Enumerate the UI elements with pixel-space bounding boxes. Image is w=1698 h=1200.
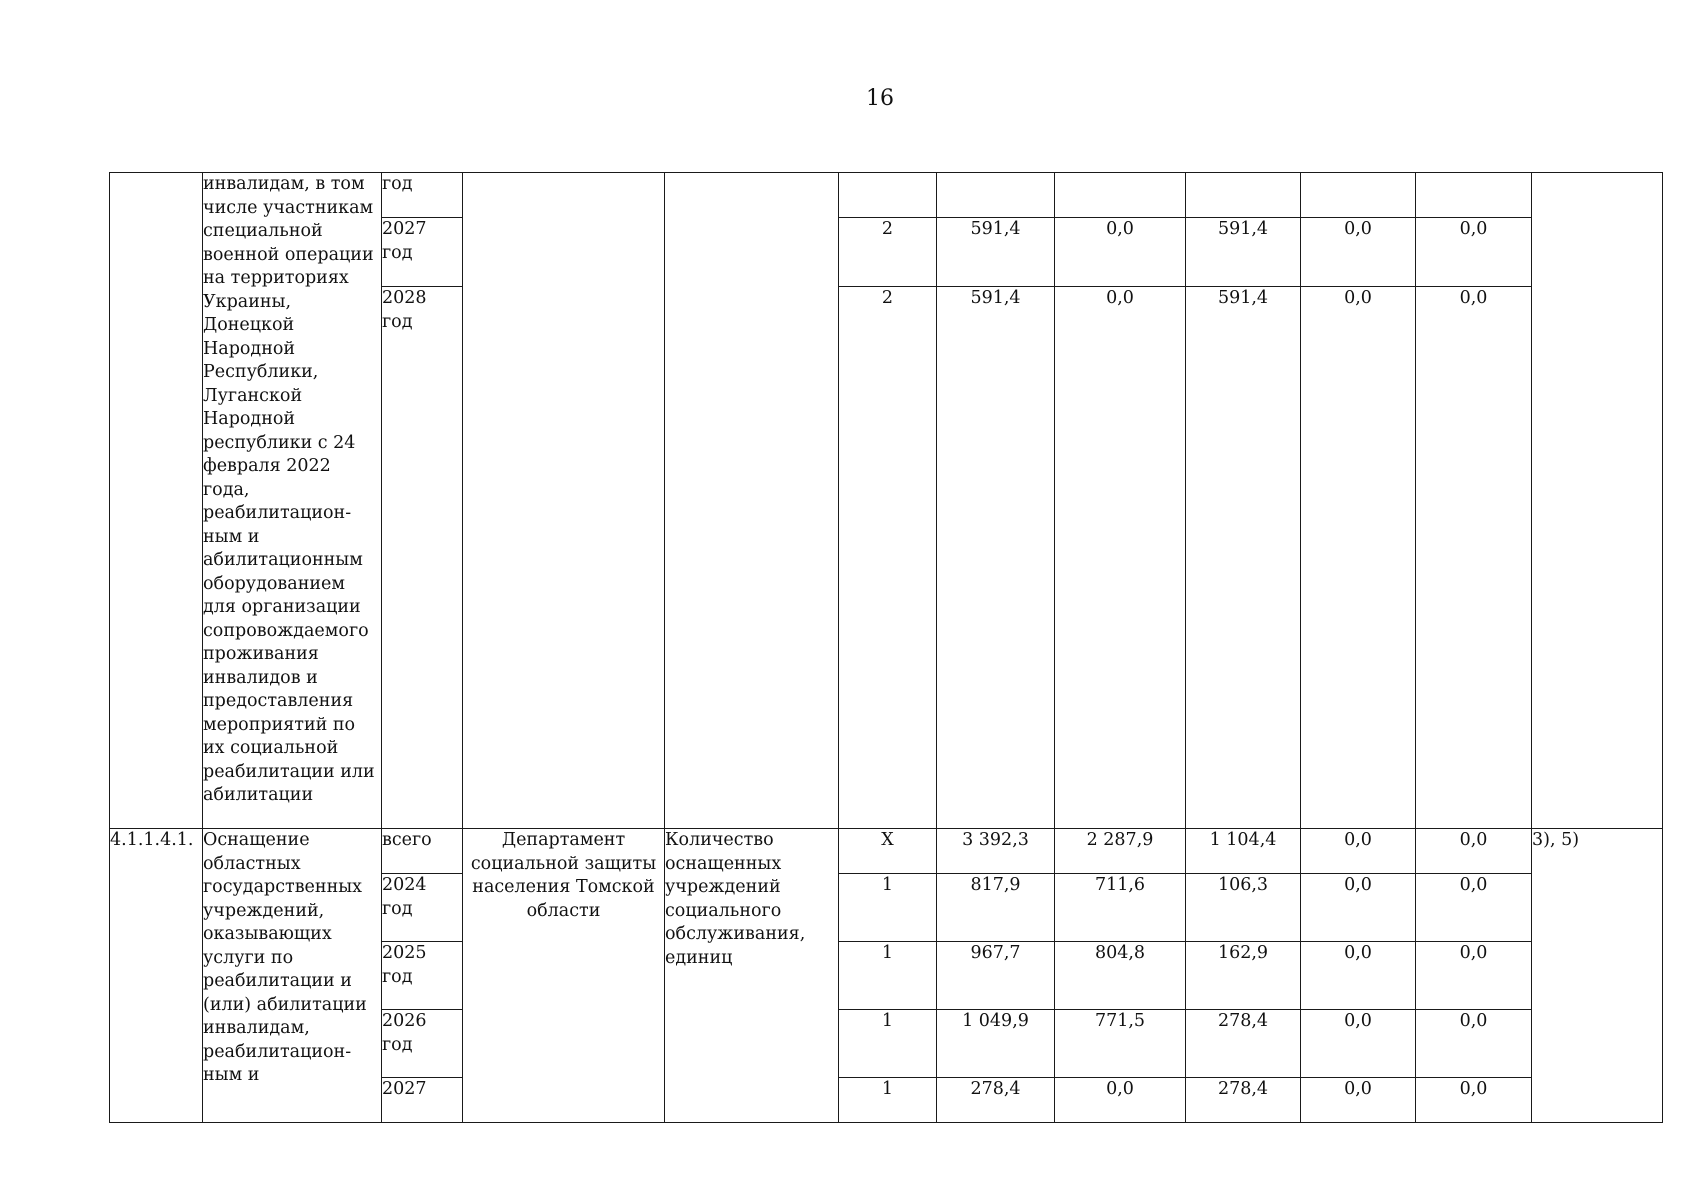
local-cell: 0,0 [1301, 874, 1416, 942]
federal-cell: 2 287,9 [1055, 829, 1186, 874]
table-row [110, 829, 1663, 874]
total-cell [937, 173, 1055, 218]
total-cell: 1 049,9 [937, 1010, 1055, 1078]
indicator-cell: Количество оснащенных учреждений социального обслуживания, единиц [665, 829, 839, 1123]
local-cell: 0,0 [1301, 1010, 1416, 1078]
total-cell: 3 392,3 [937, 829, 1055, 874]
local-cell: 0,0 [1301, 942, 1416, 1010]
regional-cell: 162,9 [1186, 942, 1301, 1010]
total-cell: 591,4 [937, 287, 1055, 829]
code-cell [110, 173, 203, 829]
period-cell: всего [382, 829, 463, 874]
measure-name-cell: инвалидам, в том числе участникам специальной военной операции на территориях Украины, Донецкой Народной Республики, Луганской Народной республики с 24 февраля 2022 года, реабилитацион-ным и абилитационным оборудованием для организации сопровождаемого проживания инвалидов и предоставления мероприятий по их социальной реабилитации или абилитации [203, 173, 382, 829]
notes-cell [1532, 173, 1663, 829]
period-cell: 2027 [382, 1078, 463, 1123]
extrabudget-cell: 0,0 [1416, 1010, 1532, 1078]
extrabudget-cell: 0,0 [1416, 1078, 1532, 1123]
federal-cell: 804,8 [1055, 942, 1186, 1010]
qty-cell: 2 [839, 218, 937, 287]
executor-cell [463, 173, 665, 829]
regional-cell: 591,4 [1186, 218, 1301, 287]
qty-cell: 2 [839, 287, 937, 829]
period-cell: 2027 год [382, 218, 463, 287]
local-cell: 0,0 [1301, 829, 1416, 874]
regional-cell: 1 104,4 [1186, 829, 1301, 874]
period-cell: год [382, 173, 463, 218]
extrabudget-cell: 0,0 [1416, 874, 1532, 942]
local-cell: 0,0 [1301, 287, 1416, 829]
qty-cell: 1 [839, 942, 937, 1010]
notes-cell: 3), 5) [1532, 829, 1663, 1123]
period-cell: 2024 год [382, 874, 463, 942]
program-table [109, 172, 1663, 1123]
extrabudget-cell [1416, 173, 1532, 218]
total-cell: 817,9 [937, 874, 1055, 942]
qty-cell: 1 [839, 1078, 937, 1123]
period-cell: 2028 год [382, 287, 463, 829]
page-number: 16 [866, 86, 894, 111]
total-cell: 278,4 [937, 1078, 1055, 1123]
regional-cell: 278,4 [1186, 1010, 1301, 1078]
regional-cell [1186, 173, 1301, 218]
regional-cell: 278,4 [1186, 1078, 1301, 1123]
local-cell [1301, 173, 1416, 218]
total-cell: 967,7 [937, 942, 1055, 1010]
code-cell: 4.1.1.4.1. [110, 829, 203, 1123]
federal-cell [1055, 173, 1186, 218]
local-cell: 0,0 [1301, 218, 1416, 287]
federal-cell: 0,0 [1055, 1078, 1186, 1123]
federal-cell: 771,5 [1055, 1010, 1186, 1078]
executor-cell: Департамент социальной защиты населения Томской области [463, 829, 665, 1123]
qty-cell: 1 [839, 874, 937, 942]
federal-cell: 711,6 [1055, 874, 1186, 942]
qty-cell: 1 [839, 1010, 937, 1078]
extrabudget-cell: 0,0 [1416, 942, 1532, 1010]
extrabudget-cell: 0,0 [1416, 287, 1532, 829]
qty-cell [839, 173, 937, 218]
period-cell: 2026 год [382, 1010, 463, 1078]
regional-cell: 591,4 [1186, 287, 1301, 829]
indicator-cell [665, 173, 839, 829]
total-cell: 591,4 [937, 218, 1055, 287]
federal-cell: 0,0 [1055, 287, 1186, 829]
regional-cell: 106,3 [1186, 874, 1301, 942]
extrabudget-cell: 0,0 [1416, 829, 1532, 874]
extrabudget-cell: 0,0 [1416, 218, 1532, 287]
table-row [110, 173, 1663, 218]
local-cell: 0,0 [1301, 1078, 1416, 1123]
measure-name-cell: Оснащение областных государственных учреждений, оказывающих услуги по реабилитации и (или) абилитации инвалидам, реабилитацион-ным и [203, 829, 382, 1123]
federal-cell: 0,0 [1055, 218, 1186, 287]
qty-cell: X [839, 829, 937, 874]
period-cell: 2025 год [382, 942, 463, 1010]
